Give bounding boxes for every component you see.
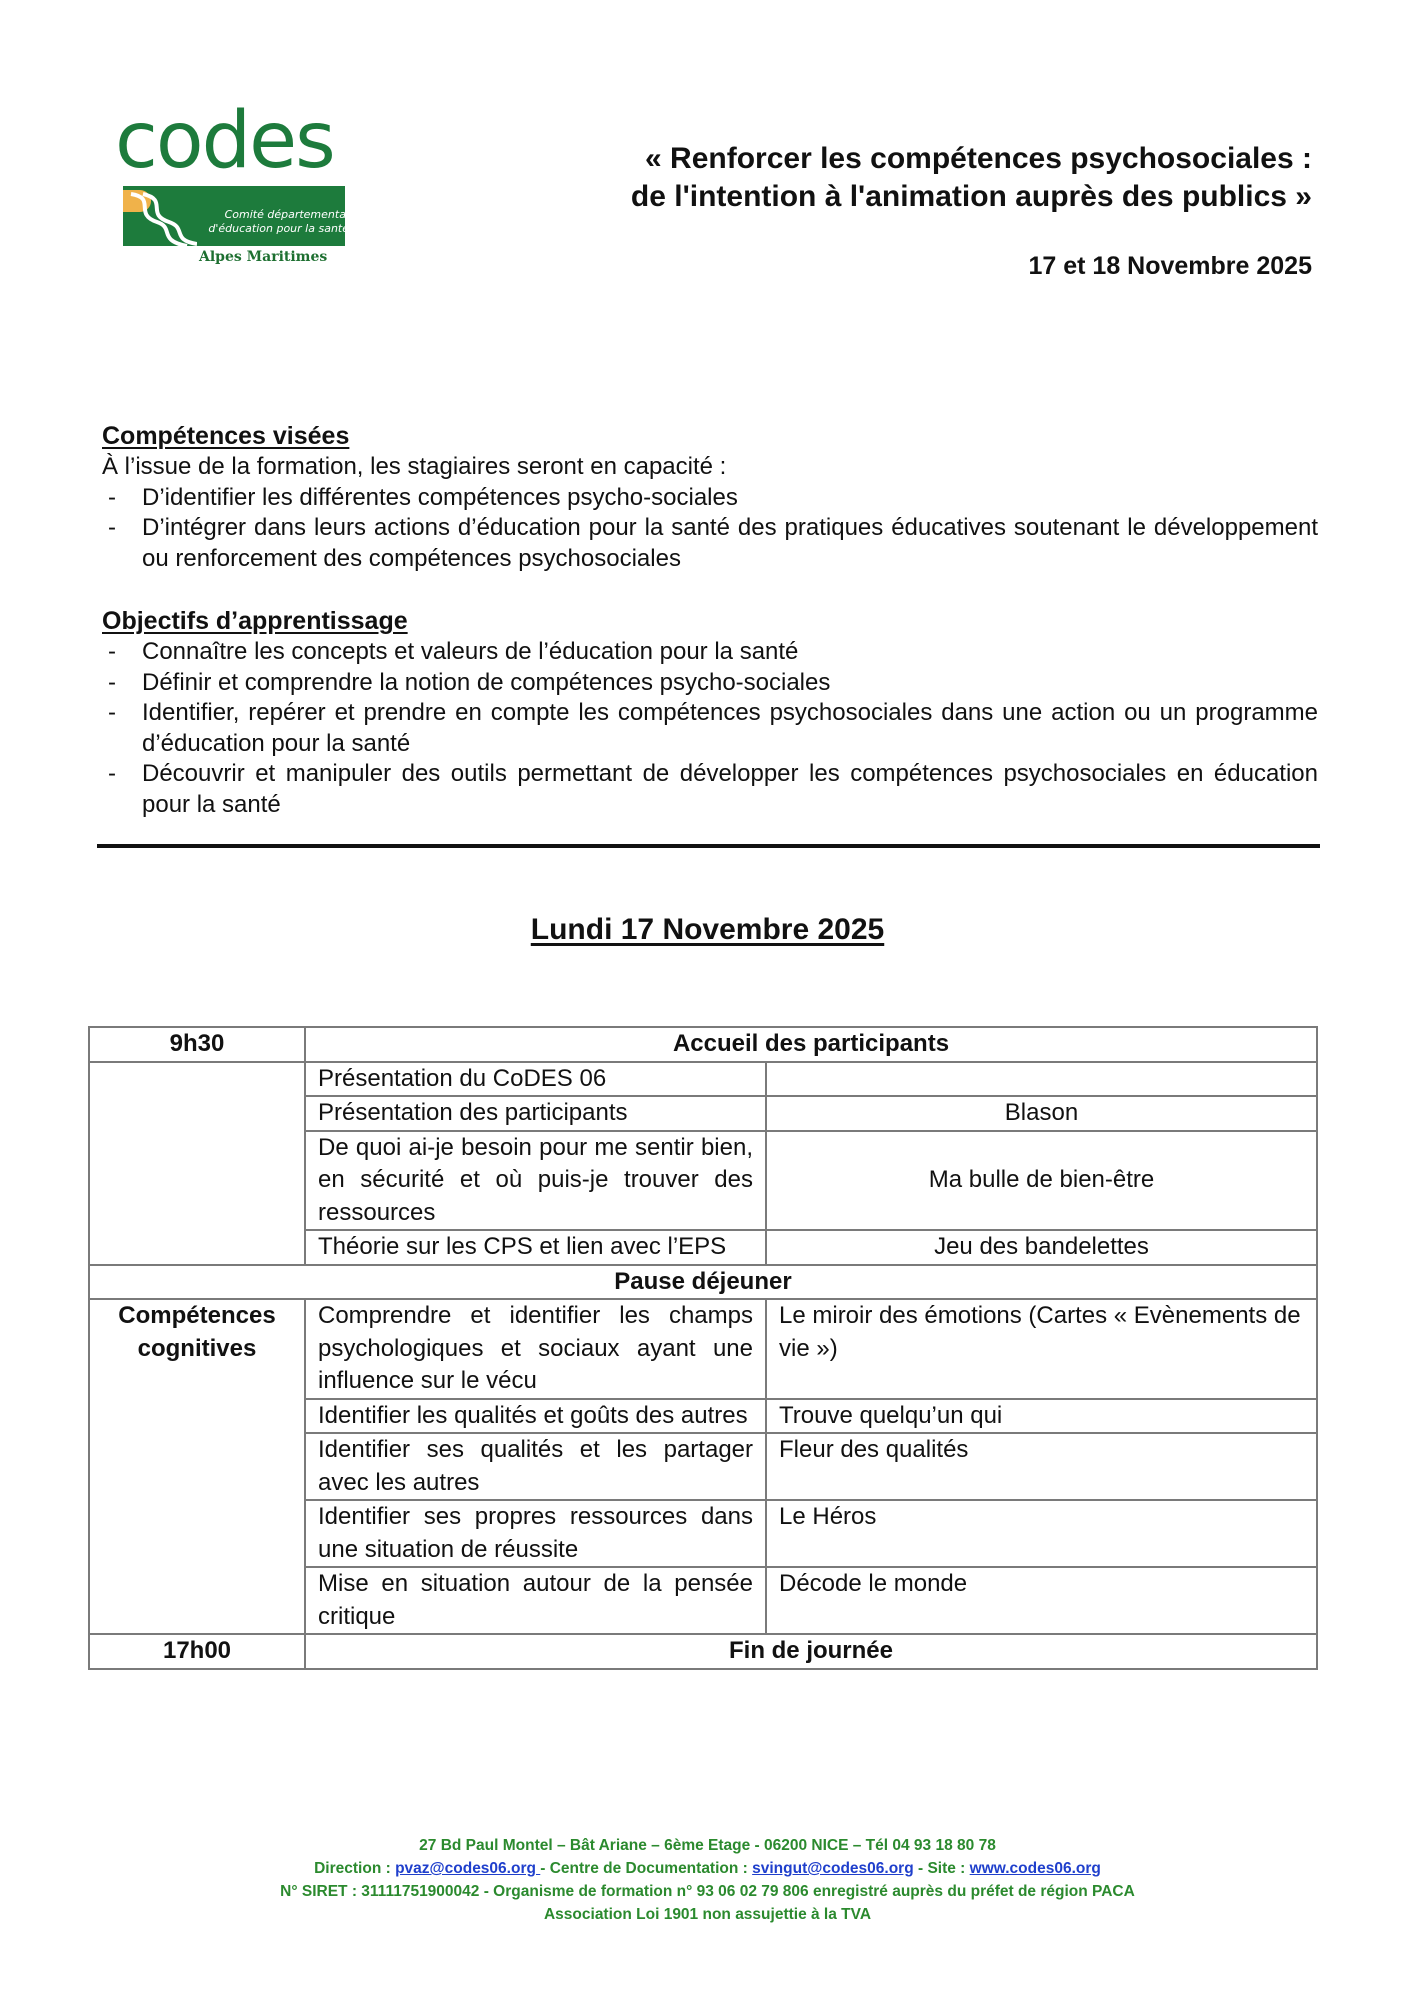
codes-logo bbox=[113, 96, 353, 268]
activity-cell: Identifier ses propres ressources dans une situation de réussite bbox=[305, 1500, 766, 1567]
competences-heading: Compétences visées bbox=[102, 422, 350, 450]
activity-cell: Identifier les qualités et goûts des autres bbox=[305, 1399, 766, 1434]
competences-list bbox=[102, 483, 1318, 575]
competences-intro: À l’issue de la formation, les stagiaires seront en capacité : bbox=[102, 453, 727, 480]
logo-band-text bbox=[208, 208, 349, 236]
footer-contacts bbox=[0, 1857, 1415, 1880]
start-time: 9h30 bbox=[89, 1027, 305, 1062]
objectifs-list bbox=[102, 637, 1318, 820]
tool-cell: Trouve quelqu’un qui bbox=[766, 1399, 1317, 1434]
objectif-item: - Identifier, repérer et prendre en compte les compétences psychosociales dans une action ou un programme d’éducation pour la santé bbox=[102, 698, 1318, 759]
table-row bbox=[89, 1062, 1317, 1097]
activity-cell: Mise en situation autour de la pensée critique bbox=[305, 1567, 766, 1634]
document-title-block bbox=[631, 140, 1312, 281]
tool-cell: Décode le monde bbox=[766, 1567, 1317, 1634]
day-heading: Lundi 17 Novembre 2025 bbox=[530, 913, 885, 946]
title-line-1: « Renforcer les compétences psychosociales : bbox=[645, 142, 1312, 175]
objectif-item: - Découvrir et manipuler des outils permettant de développer les compétences psychosociales en éducation pour la santé bbox=[102, 759, 1318, 820]
activity-cell: Présentation des participants bbox=[305, 1096, 766, 1131]
competences-section bbox=[102, 420, 1318, 574]
direction-email-link[interactable]: pvaz@codes06.org bbox=[395, 1860, 541, 1877]
table-row bbox=[89, 1265, 1317, 1300]
table-row bbox=[89, 1027, 1317, 1062]
objectif-item: - Connaître les concepts et valeurs de l’éducation pour la santé bbox=[102, 637, 1318, 668]
logo-swoosh-icon bbox=[127, 192, 197, 248]
title-line-2: de l'intention à l'animation auprès des publics » bbox=[630, 180, 1312, 213]
logo-band-line2: d'éducation pour la santé bbox=[208, 222, 349, 235]
training-dates: 17 et 18 Novembre 2025 bbox=[1028, 252, 1312, 280]
lunch-break: Pause déjeuner bbox=[89, 1265, 1317, 1300]
morning-module-cell bbox=[89, 1062, 305, 1265]
direction-label: Direction : bbox=[314, 1860, 396, 1877]
footer bbox=[0, 1834, 1415, 1926]
documentation-email-link[interactable]: svingut@codes06.org bbox=[752, 1860, 914, 1877]
objectifs-heading: Objectifs d’apprentissage bbox=[102, 607, 408, 635]
schedule-table bbox=[88, 1026, 1318, 1670]
logo-band-line1: Comité départemental bbox=[224, 208, 349, 221]
activity-cell: Théorie sur les CPS et lien avec l’EPS bbox=[305, 1230, 766, 1265]
activity-cell: Identifier ses qualités et les partager avec les autres bbox=[305, 1433, 766, 1500]
afternoon-module-cell: Compétences cognitives bbox=[89, 1299, 305, 1634]
tool-cell bbox=[766, 1062, 1317, 1097]
tool-cell: Blason bbox=[766, 1096, 1317, 1131]
competence-item: - D’identifier les différentes compétences psycho-sociales bbox=[102, 483, 1318, 514]
website-link[interactable]: www.codes06.org bbox=[969, 1860, 1101, 1877]
activity-cell: Présentation du CoDES 06 bbox=[305, 1062, 766, 1097]
logo-region: Alpes Maritimes bbox=[199, 249, 328, 265]
end-label: Fin de journée bbox=[305, 1634, 1317, 1669]
tool-cell: Ma bulle de bien-être bbox=[766, 1131, 1317, 1231]
start-label: Accueil des participants bbox=[305, 1027, 1317, 1062]
table-row bbox=[89, 1299, 1317, 1399]
tool-cell: Jeu des bandelettes bbox=[766, 1230, 1317, 1265]
objectifs-section bbox=[102, 605, 1318, 820]
activity-cell: De quoi ai-je besoin pour me sentir bien, en sécurité et où puis-je trouver des ressources bbox=[305, 1131, 766, 1231]
logo-wordmark: codes bbox=[115, 96, 334, 186]
competence-item: - D’intégrer dans leurs actions d’éducation pour la santé des pratiques éducatives soutenant le développement ou renforcement des compétences psychosociales bbox=[102, 513, 1318, 574]
doc-label: - Centre de Documentation : bbox=[540, 1860, 753, 1877]
tool-cell: Le Héros bbox=[766, 1500, 1317, 1567]
footer-address: 27 Bd Paul Montel – Bât Ariane – 6ème Etage - 06200 NICE – Tél 04 93 18 80 78 bbox=[419, 1837, 996, 1854]
site-label: - Site : bbox=[913, 1860, 970, 1877]
footer-siret: N° SIRET : 31111751900042 - Organisme de formation n° 93 06 02 79 806 enregistré auprès du préfet de région PACA bbox=[280, 1883, 1135, 1900]
end-time: 17h00 bbox=[89, 1634, 305, 1669]
section-divider bbox=[97, 844, 1320, 848]
objectif-item: - Définir et comprendre la notion de compétences psycho-sociales bbox=[102, 668, 1318, 699]
footer-association: Association Loi 1901 non assujettie à la TVA bbox=[543, 1906, 872, 1923]
tool-cell: Fleur des qualités bbox=[766, 1433, 1317, 1500]
tool-cell: Le miroir des émotions (Cartes « Evènements de vie ») bbox=[766, 1299, 1317, 1399]
table-row bbox=[89, 1634, 1317, 1669]
activity-cell: Comprendre et identifier les champs psychologiques et sociaux ayant une influence sur le vécu bbox=[305, 1299, 766, 1399]
